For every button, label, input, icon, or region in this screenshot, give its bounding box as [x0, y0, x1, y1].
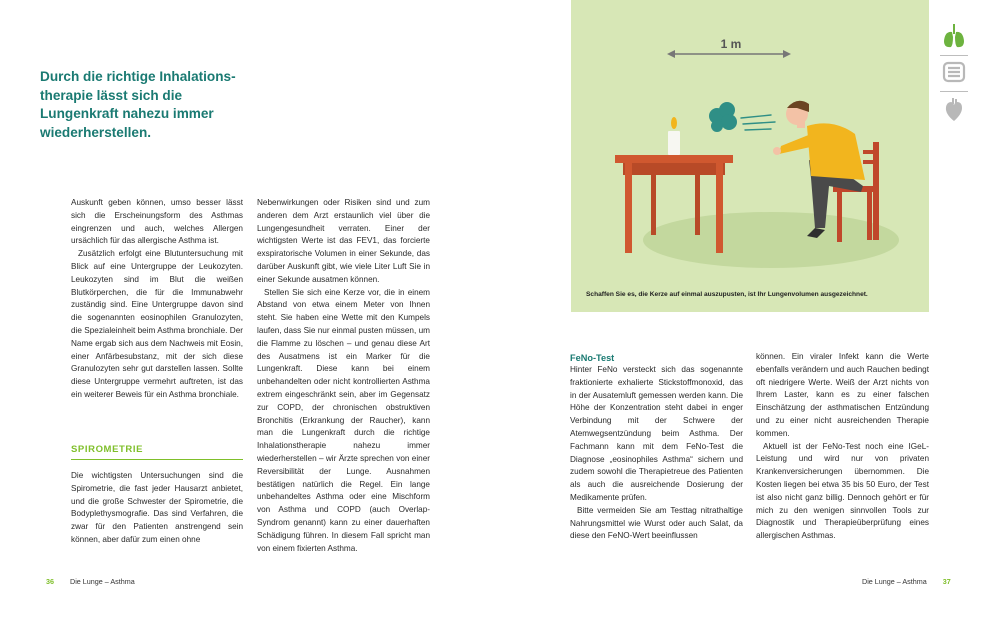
pull-quote: Durch die richtige Inhalations-therapie lässt sich die Lungenkraft nahezu immer wiederherstellen. [40, 69, 236, 140]
arrow-head-left [667, 50, 675, 58]
page-number: 37 [942, 577, 951, 586]
shirt [807, 123, 865, 180]
intestine-icon[interactable] [938, 56, 970, 88]
floor-shadow [643, 212, 899, 268]
table-apron [623, 163, 725, 175]
candle [668, 131, 680, 155]
divider [940, 91, 968, 92]
paragraph: Die wichtigsten Untersuchungen sind die Spirometrie, die fast jeder Hausarzt anbietet, und die große Schwester der Spirometrie, die Bodyplethysmografie. Das sind Verfahren, die zwar für den Patienten anstrengend sein können, aber dafür zum einen ohne [71, 471, 243, 544]
breath-lines [741, 115, 775, 130]
text-column-3 [570, 364, 743, 543]
footer-left [46, 577, 135, 586]
text-column-2 [257, 197, 430, 555]
paragraph: Nebenwirkungen oder Risiken sind und zum anderen dem Arzt erstaunlich viel über die Lungengesundheit verraten. Einer der wichtigsten Werte ist das FEV1, das forcierte exspiratorische Volumen in einer Sekunde, das darüber Auskunft gibt, wie viele Liter Luft Sie in einer Sekunde ausatmen können. [257, 198, 430, 284]
paragraph: Auskunft geben können, umso besser lässt sich die Erscheinungsform des Asthmas eingrenzen und auch, welches Allergen ursächlich für das allergische Asthma ist. [71, 198, 243, 246]
text-column-1-continued [71, 470, 243, 547]
page-number: 36 [46, 577, 54, 586]
footer-right [862, 577, 951, 586]
paragraph: Hinter FeNo versteckt sich das sogenannte fraktionierte exhalierte Stickstoffmonoxid, das in der Ausatemluft gemessen werden kann. Die Höhe der Konzentration steht dabei in enger Verbindung mit der Schwere der Atemwegsentzündung beim Asthma. Der Fachmann kann mit dem FeNo-Test die Diagnose „eosinophiles Asthma“ sichern und zudem sowohl die Therapietreue des Patienten als auch die ausreichende Dosierung der Medikamente prüfen. [570, 365, 743, 502]
paragraph: Bitte vermeiden Sie am Testtag nitrathaltige Nahrungsmittel wie Wurst oder auch Salat, da diese den FeNO-Wert beeinflussen [570, 505, 743, 541]
hand [773, 147, 781, 155]
table-leg [716, 163, 723, 253]
paragraph: Zusätzlich erfolgt eine Blutuntersuchung mit Blick auf eine Untergruppe der Leukozyten. Leukozyten sind im Blut die weißen Blutkörperchen, die für die Immunabwehr zuständig sind. Eine Untergruppe davon sind die sogenannten eosinophilen Granulozyten, die Spezialeinheit beim Asthma bronchiale. Der Name ergab sich aus dem Nachweis mit Eosin, einer Anfärbesubstanz, mit der sich diese Granulozyten sehr gut darstellen lassen. Sollte diese Untergruppe vermehrt auftreten, ist das ein weiterer Beweis für ein Asthma bronchiale. [71, 249, 243, 399]
table-leg [651, 163, 656, 235]
candle-illustration [571, 0, 929, 312]
subheading-feno-test: FeNo-Test [570, 353, 615, 363]
running-title: Die Lunge – Asthma [862, 577, 927, 586]
table-leg [625, 163, 632, 253]
breath-cloud [709, 102, 737, 132]
illustration-graphic [571, 0, 929, 312]
table-leg [695, 163, 700, 235]
candle-flame [671, 117, 677, 129]
arrow-head-right [783, 50, 791, 58]
text-column-1 [71, 197, 243, 402]
paragraph: Aktuell ist der FeNo-Test noch eine IGeL-Leistung und wird nur von privaten Krankenversicherungen übernommen. Die Kosten liegen bei etwa 35 bis 50 Euro, der Test ist also nicht ganz billig. Dennoch gehört er für mich zu den wenigen sinnvollen Tools zur Diagnostik und Therapieüberprüfung eines allergischen Asthmas. [756, 441, 929, 541]
heart-icon[interactable] [938, 94, 970, 126]
running-title: Die Lunge – Asthma [70, 577, 135, 586]
illustration-caption: Schaffen Sie es, die Kerze auf einmal auszupusten, ist Ihr Lungenvolumen ausgezeichnet. [586, 291, 868, 298]
distance-label: 1 m [720, 37, 742, 51]
lungs-icon[interactable] [938, 20, 970, 52]
section-heading-spirometrie: SPIROMETRIE [71, 444, 243, 460]
text-column-4 [756, 351, 929, 543]
paragraph: Stellen Sie sich eine Kerze vor, die in einem Abstand von etwa einem Meter von Ihnen steht. Sie haben eine Wette mit den Kumpels laufen, dass Sie nur einmal pusten müssen, um die Flamme zu löschen – und genau diese Art des Ausatmens ist ein Marker für die Lungenkraft. Diese kann bei einem unbehandelten oder nicht kontrollierten Asthma extrem eingeschränkt sein, aber im Gegensatz zur COPD, der chronischen obstruktiven Bronchitis (Erkrankung der Raucher), kann man die Lungenkraft durch die richtige Inhalationstherapie nahezu immer wiederherstellen – wir Ärzte sprechen von einer Reversibilität der Lunge. Ausnahmen bestätigen natürlich die Regel. Ein lange unbehandeltes Asthma oder eine Mischform von Asthma und COPD (auch Overlap-Syndrom genannt) kann zu einer dauerhaften Schädigung führen. In diesem Fall spricht man von einem fixierten Asthma. [257, 287, 430, 553]
paragraph: können. Ein viraler Infekt kann die Werte ebenfalls verändern und auch Rauchen bedingt oft niedrigere Werte. Weiß der Arzt nichts von Ihrem Laster, kann es zu einer falschen Einschätzung der asthmatischen Entzündung und zu einer nicht ausreichenden Therapie kommen. [756, 352, 929, 438]
table-top [615, 155, 733, 163]
